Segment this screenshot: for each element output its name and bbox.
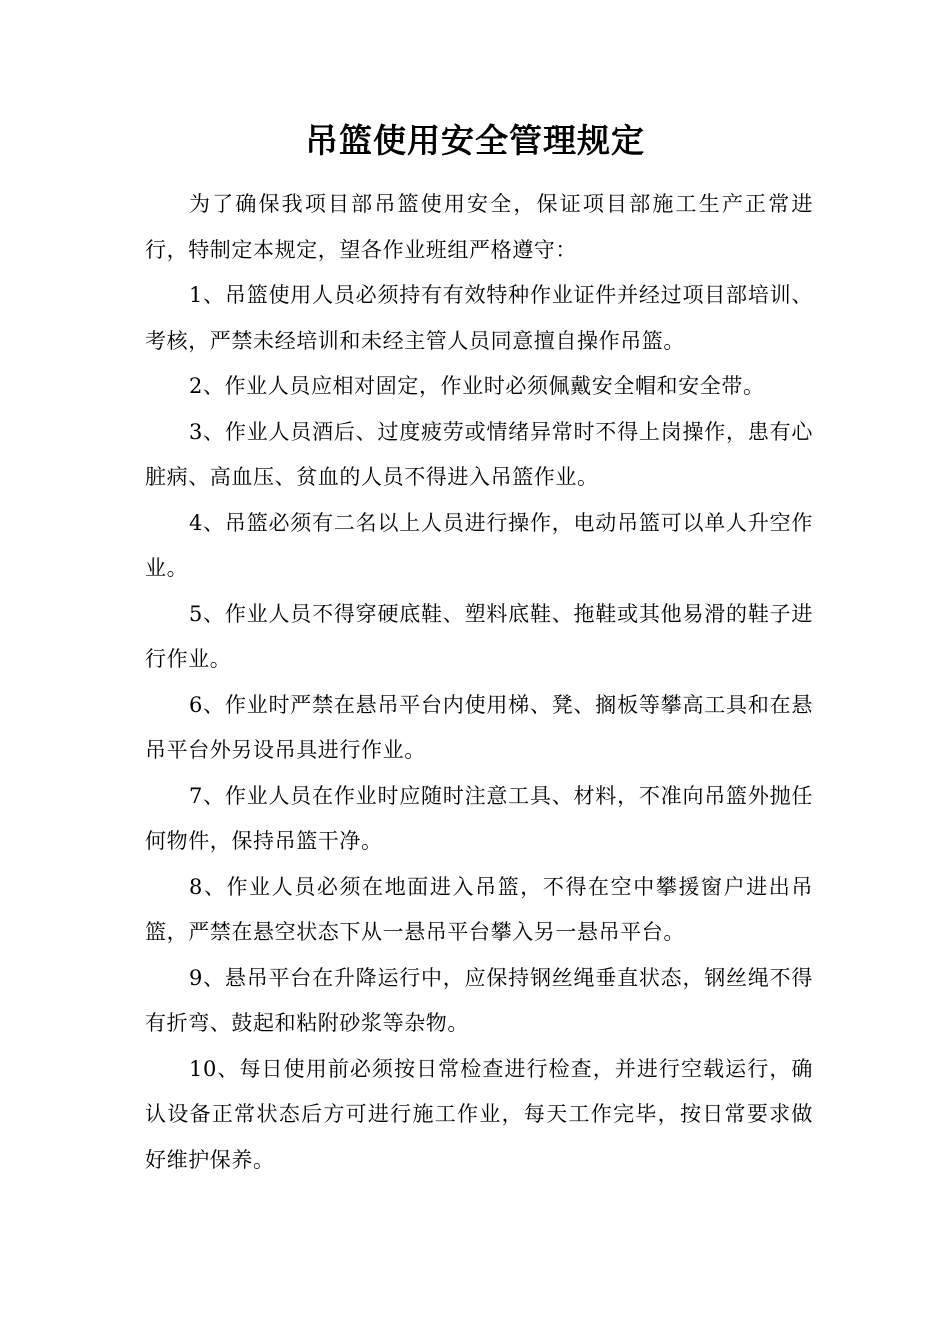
rule-item-3: 3、作业人员酒后、过度疲劳或情绪异常时不得上岗操作，患有心脏病、高血压、贫血的人员不得进入吊篮作业。: [145, 419, 813, 489]
document-body: [145, 182, 813, 1183]
rule-item-2: 2、作业人员应相对固定，作业时必须佩戴安全帽和安全带。: [189, 374, 765, 398]
rule-item-10: 10、每日使用前必须按日常检查进行检查，并进行空载运行，确认设备正常状态后方可进行施工作业，每天工作完毕，按日常要求做好维护保养。: [145, 1056, 813, 1172]
rule-item-4: 4、吊篮必须有二名以上人员进行操作，电动吊篮可以单人升空作业。: [145, 510, 813, 580]
rule-item-6: 6、作业时严禁在悬吊平台内使用梯、凳、搁板等攀高工具和在悬吊平台外另设吊具进行作业。: [145, 692, 813, 762]
rule-item-1: 1、吊篮使用人员必须持有有效特种作业证件并经过项目部培训、考核，严禁未经培训和未经主管人员同意擅自操作吊篮。: [145, 283, 813, 353]
document-title: 吊篮使用安全管理规定: [305, 121, 645, 160]
rule-item-7: 7、作业人员在作业时应随时注意工具、材料，不准向吊篮外抛任何物件，保持吊篮干净。: [145, 783, 813, 853]
intro-paragraph: 为了确保我项目部吊篮使用安全，保证项目部施工生产正常进行，特制定本规定，望各作业班组严格遵守：: [145, 192, 813, 262]
rule-item-5: 5、作业人员不得穿硬底鞋、塑料底鞋、拖鞋或其他易滑的鞋子进行作业。: [145, 601, 813, 671]
rule-item-9: 9、悬吊平台在升降运行中，应保持钢丝绳垂直状态，钢丝绳不得有折弯、鼓起和粘附砂浆等杂物。: [145, 965, 813, 1035]
rule-item-8: 8、作业人员必须在地面进入吊篮，不得在空中攀援窗户进出吊篮，严禁在悬空状态下从一悬吊平台攀入另一悬吊平台。: [145, 874, 813, 944]
